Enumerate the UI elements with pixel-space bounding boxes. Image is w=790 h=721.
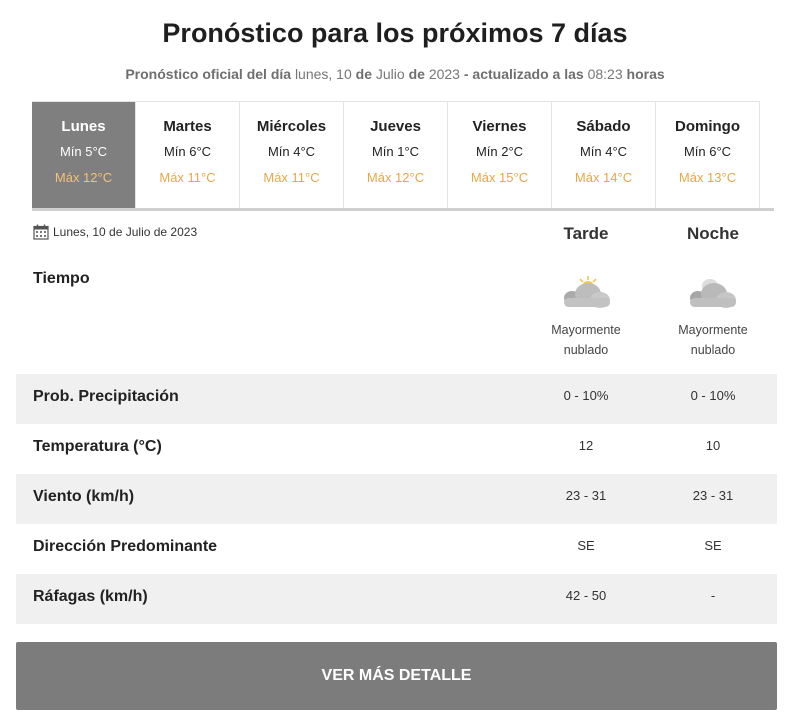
column-header-tarde: Tarde xyxy=(563,224,609,243)
day-tab-lunes[interactable] xyxy=(32,102,136,209)
forecast-detail-table xyxy=(16,374,777,624)
row-label: Ráfagas (km/h) xyxy=(33,588,148,605)
day-tab-jueves[interactable] xyxy=(344,102,448,209)
subtitle-day: lunes, 10 xyxy=(294,66,352,82)
weather-description-noche: Mayormente nublado xyxy=(678,323,748,357)
weather-description-tarde: Mayormente nublado xyxy=(551,323,621,357)
subtitle-de-1: de xyxy=(355,66,372,82)
table-row xyxy=(16,374,777,424)
subtitle-de-2: de xyxy=(408,66,425,82)
row-value-tarde: 23 - 31 xyxy=(565,488,607,503)
row-value-tarde: 12 xyxy=(578,438,594,453)
day-name: Lunes xyxy=(61,118,106,135)
day-min: Mín 5°C xyxy=(59,144,108,159)
day-tab-martes[interactable] xyxy=(136,102,240,209)
row-value-noche: SE xyxy=(704,538,722,553)
day-max: Máx 14°C xyxy=(574,170,633,185)
row-value-noche: 0 - 10% xyxy=(690,388,736,403)
selected-date-text: Lunes, 10 de Julio de 2023 xyxy=(53,225,198,239)
day-tabs xyxy=(32,101,760,209)
day-min: Mín 4°C xyxy=(579,144,628,159)
day-name: Miércoles xyxy=(256,118,327,135)
subtitle-updated: - actualizado a las xyxy=(463,66,584,82)
cloudy-night-icon xyxy=(684,274,744,314)
subtitle-prefix: Pronóstico oficial del día xyxy=(125,66,292,82)
row-label: Prob. Precipitación xyxy=(33,388,179,405)
forecast-subtitle xyxy=(0,66,790,82)
subtitle-hours: horas xyxy=(626,66,665,82)
row-value-tarde: 42 - 50 xyxy=(565,588,607,603)
selected-date xyxy=(33,224,197,240)
day-min: Mín 6°C xyxy=(683,144,732,159)
row-value-tarde: SE xyxy=(577,538,595,553)
day-tab-miercoles[interactable] xyxy=(240,102,344,209)
partly-cloudy-day-icon xyxy=(558,274,618,314)
day-name: Jueves xyxy=(370,118,421,135)
table-row xyxy=(16,474,777,524)
day-tab-sabado[interactable] xyxy=(552,102,656,209)
subtitle-time: 08:23 xyxy=(587,66,623,82)
table-row xyxy=(16,574,777,624)
day-max: Máx 15°C xyxy=(470,170,529,185)
subtitle-month: Julio xyxy=(375,66,405,82)
day-min: Mín 2°C xyxy=(475,144,524,159)
row-value-tarde: 0 - 10% xyxy=(563,388,609,403)
day-tab-domingo[interactable] xyxy=(656,102,760,209)
row-value-noche: - xyxy=(710,588,716,603)
day-max: Máx 12°C xyxy=(54,170,113,185)
day-name: Domingo xyxy=(675,118,740,135)
forecast-title: Pronóstico para los próximos 7 días xyxy=(162,18,628,48)
day-tab-viernes[interactable] xyxy=(448,102,552,209)
row-value-noche: 10 xyxy=(705,438,721,453)
day-min: Mín 4°C xyxy=(267,144,316,159)
row-label: Viento (km/h) xyxy=(33,488,135,505)
row-label: Dirección Predominante xyxy=(33,538,218,555)
tiempo-label: Tiempo xyxy=(33,270,90,287)
day-name: Martes xyxy=(163,118,212,135)
table-row xyxy=(16,424,777,474)
day-tabs-underline xyxy=(32,208,774,211)
row-value-noche: 23 - 31 xyxy=(692,488,734,503)
day-name: Viernes xyxy=(472,118,527,135)
column-header-noche: Noche xyxy=(687,224,739,243)
day-name: Sábado xyxy=(576,118,631,135)
calendar-icon xyxy=(33,224,49,240)
ver-mas-detalle-button[interactable]: VER MÁS DETALLE xyxy=(16,642,777,710)
table-row xyxy=(16,524,777,574)
row-label: Temperatura (°C) xyxy=(33,438,162,455)
day-max: Máx 12°C xyxy=(366,170,425,185)
day-min: Mín 1°C xyxy=(371,144,420,159)
subtitle-year: 2023 xyxy=(428,66,460,82)
day-max: Máx 11°C xyxy=(159,170,216,185)
day-max: Máx 13°C xyxy=(678,170,737,185)
day-min: Mín 6°C xyxy=(163,144,212,159)
day-max: Máx 11°C xyxy=(263,170,320,185)
